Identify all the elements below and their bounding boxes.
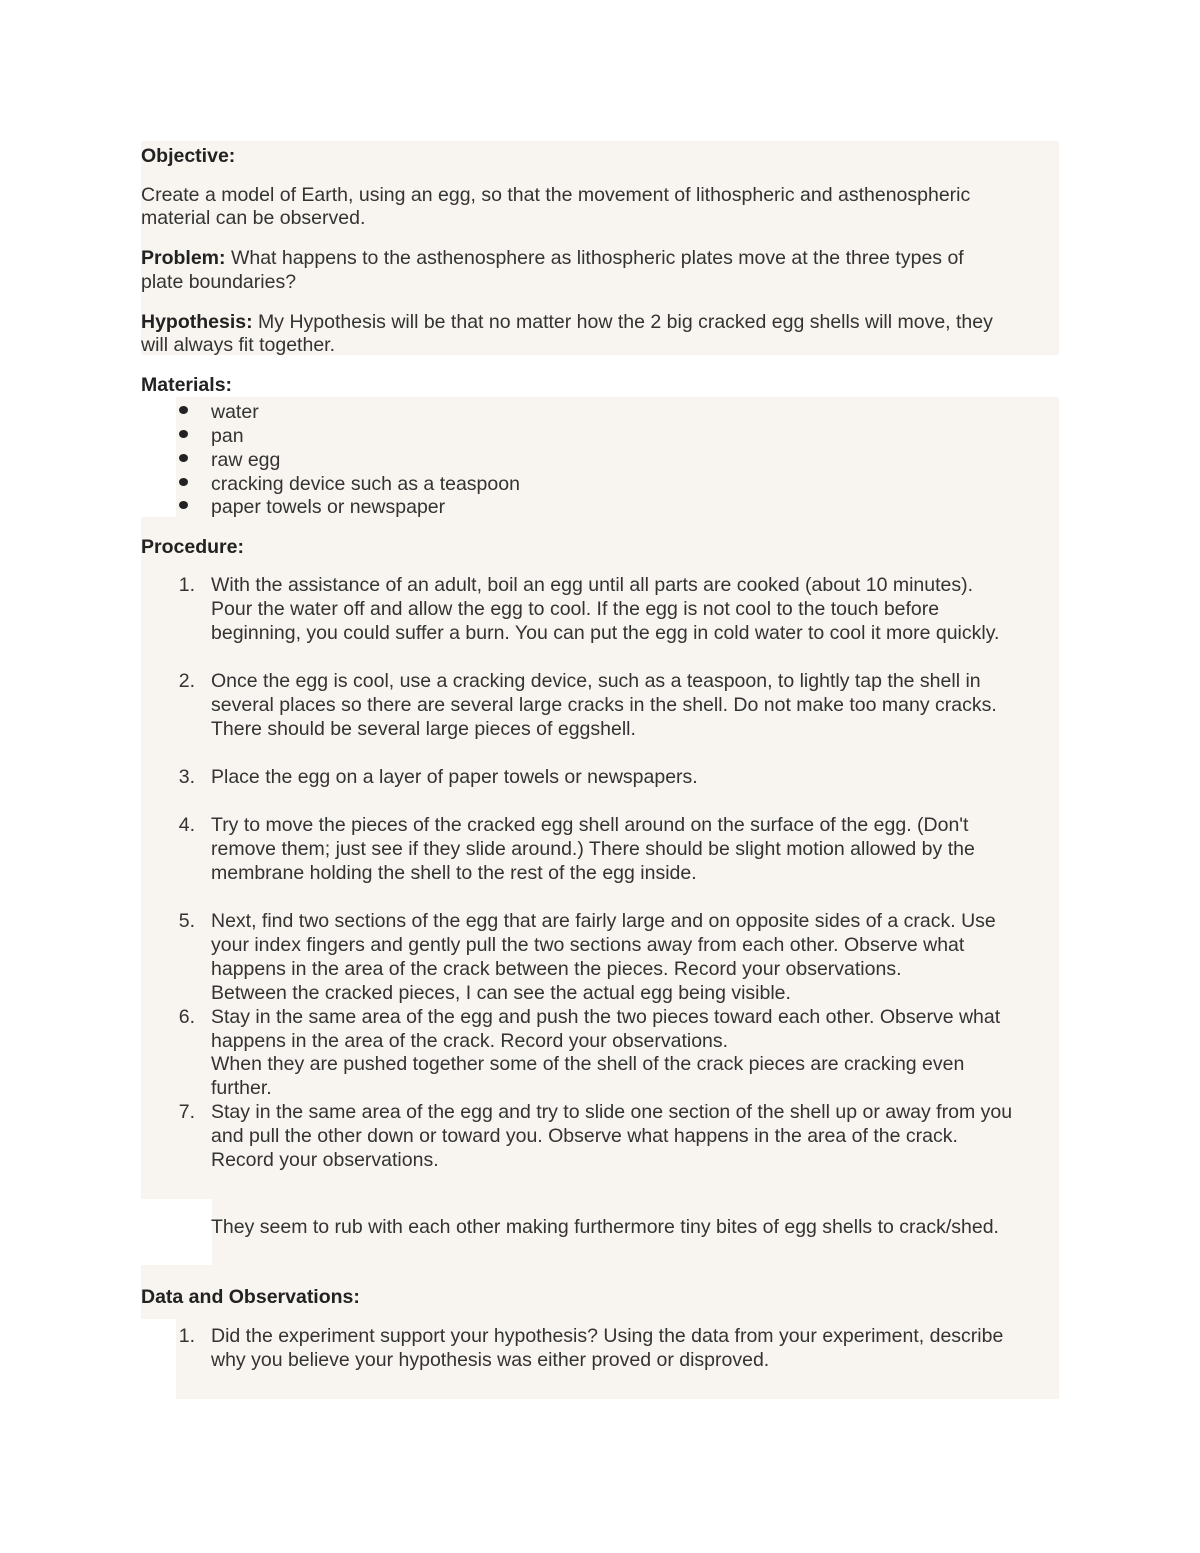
step-7-line: Stay in the same area of the egg and try to slide one section of the shell up or away from you (211, 1101, 1013, 1123)
step-number: 7. (178, 1101, 195, 1123)
step-5-answer: Between the cracked pieces, I can see the actual egg being visible. (211, 982, 791, 1004)
hypothesis-label: Hypothesis: (141, 311, 253, 333)
problem-line-2: plate boundaries? (141, 271, 297, 293)
step-6-line: happens in the area of the crack. Record your observations. (211, 1030, 729, 1052)
step-5-line: Next, find two sections of the egg that are fairly large and on opposite sides of a crack. Use (211, 910, 996, 932)
question-1-line: why you believe your hypothesis was either proved or disproved. (211, 1349, 770, 1371)
bullet-icon (179, 454, 188, 462)
data-observations-heading: Data and Observations: (141, 1286, 360, 1308)
bullet-icon (179, 501, 188, 509)
step-1-line: beginning, you could suffer a burn. You can put the egg in cold water to cool it more quickly. (211, 622, 1000, 644)
hypothesis-line-1 (141, 310, 993, 334)
step-6-answer: further. (211, 1077, 272, 1099)
step-number: 1. (178, 574, 195, 596)
step-7-answer: They seem to rub with each other making furthermore tiny bites of egg shells to crack/shed. (211, 1216, 999, 1238)
step-2-line: Once the egg is cool, use a cracking device, such as a teaspoon, to lightly tap the shell in (211, 670, 981, 692)
step-4-line: membrane holding the shell to the rest of the egg inside. (211, 862, 697, 884)
materials-heading: Materials: (141, 374, 233, 396)
step-number: 2. (178, 670, 195, 692)
step-6-answer: When they are pushed together some of the shell of the crack pieces are cracking even (211, 1053, 965, 1075)
step-number: 6. (178, 1006, 195, 1028)
procedure-heading: Procedure: (141, 536, 244, 558)
question-1-line: Did the experiment support your hypothesis? Using the data from your experiment, describe (211, 1325, 1004, 1347)
problem-label: Problem: (141, 247, 226, 269)
step-4-line: Try to move the pieces of the cracked egg shell around on the surface of the egg. (Don't (211, 814, 969, 836)
objective-line-2: material can be observed. (141, 207, 366, 229)
bullet-icon (179, 406, 188, 414)
materials-item: cracking device such as a teaspoon (211, 473, 520, 495)
objective-line-1: Create a model of Earth, using an egg, so that the movement of lithospheric and asthenospheric (141, 184, 971, 206)
step-2-line: several places so there are several large cracks in the shell. Do not make too many cracks. (211, 694, 997, 716)
problem-text-1: What happens to the asthenosphere as lithospheric plates move at the three types of (230, 247, 964, 269)
step-5-line: your index fingers and gently pull the two sections away from each other. Observe what (211, 934, 965, 956)
step-7-line: and pull the other down or toward you. Observe what happens in the area of the crack. (211, 1125, 958, 1147)
step-4-line: remove them; just see if they slide around.) There should be slight motion allowed by the (211, 838, 975, 860)
materials-item: pan (211, 425, 244, 447)
objective-heading: Objective: (141, 145, 236, 167)
hypothesis-line-2: will always fit together. (141, 334, 336, 356)
step-1-line: Pour the water off and allow the egg to cool. If the egg is not cool to the touch before (211, 598, 940, 620)
question-number: 1. (178, 1325, 195, 1347)
step-number: 5. (178, 910, 195, 932)
problem-line-1 (141, 246, 964, 270)
step-number: 4. (178, 814, 195, 836)
step-number: 3. (178, 766, 195, 788)
step-7-line: Record your observations. (211, 1149, 439, 1171)
materials-item: raw egg (211, 449, 281, 471)
bullet-icon (179, 430, 188, 438)
step-1-line: With the assistance of an adult, boil an egg until all parts are cooked (about 10 minutes). (211, 574, 974, 596)
hypothesis-text-1: My Hypothesis will be that no matter how the 2 big cracked egg shells will move, they (258, 311, 993, 333)
materials-item: paper towels or newspaper (211, 496, 446, 518)
step-5-line: happens in the area of the crack between the pieces. Record your observations. (211, 958, 902, 980)
step-2-line: There should be several large pieces of eggshell. (211, 718, 636, 740)
step-6-line: Stay in the same area of the egg and push the two pieces toward each other. Observe what (211, 1006, 1001, 1028)
step-3-line: Place the egg on a layer of paper towels or newspapers. (211, 766, 698, 788)
bullet-icon (179, 478, 188, 486)
materials-item: water (211, 401, 259, 423)
